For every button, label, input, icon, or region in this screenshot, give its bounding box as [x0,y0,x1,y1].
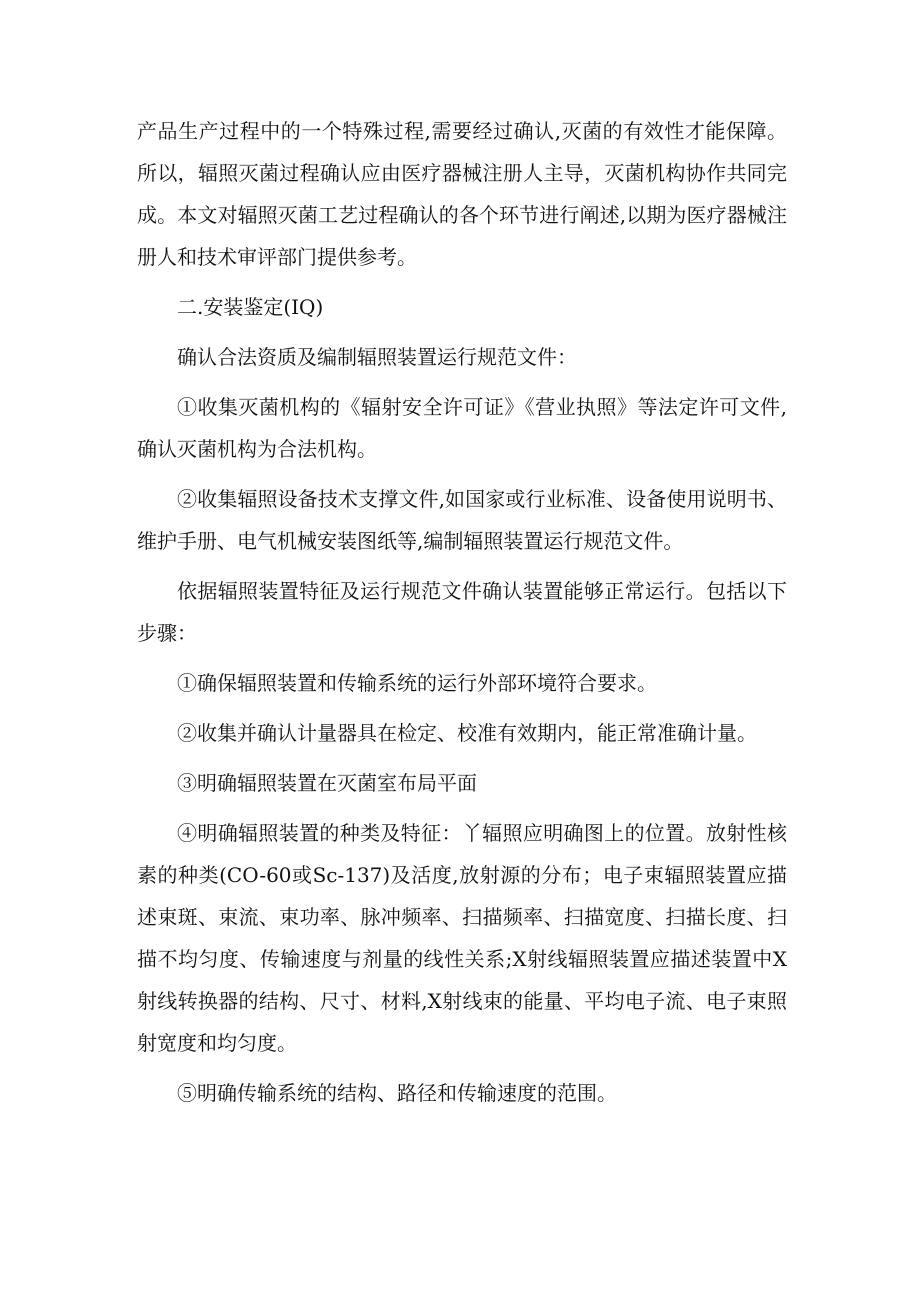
list-item-license: ①收集灭菌机构的《辐射安全许可证》《营业执照》等法定许可文件,确认灭菌机构为合法机构。 [137,395,787,461]
document-body [137,110,787,1122]
section-heading-iq: 二.安装鉴定(IQ) [177,295,324,319]
list-item-transport-system: ⑤明确传输系统的结构、路径和传输速度的范围。 [177,1081,617,1105]
list-item-metering: ②收集并确认计量器具在检定、校准有效期内，能正常准确计量。 [177,721,757,745]
list-item-environment: ①确保辐照装置和传输系统的运行外部环境符合要求。 [177,671,657,695]
list-item-layout: ③明确辐照装置在灭菌室布局平面 [177,771,477,795]
paragraph-qualification: 确认合法资质及编制辐照装置运行规范文件： [177,345,577,369]
paragraph-steps-intro: 依据辐照装置特征及运行规范文件确认装置能够正常运行。包括以下步骤： [137,579,787,645]
list-item-device-types: ④明确辐照装置的种类及特征：丫辐照应明确图上的位置。放射性核素的种类(CO-60或Sc-137)及活度,放射源的分布；电子束辐照装置应描述束斑、束流、束功率、脉冲频率、扫描频率、扫描宽度、扫描长度、扫描不均匀度、传输速度与剂量的线性关系;X射线辐照装置应描述装置中X射线转换器的结构、尺寸、材料,X射线束的能量、平均电子流、电子束照射宽度和均匀度。 [137,821,787,1055]
paragraph-intro: 产品生产过程中的一个特殊过程,需要经过确认,灭菌的有效性才能保障。所以，辐照灭菌过程确认应由医疗器械注册人主导，灭菌机构协作共同完成。本文对辐照灭菌工艺过程确认的各个环节进行阐述,以期为医疗器械注册人和技术审评部门提供参考。 [137,119,787,269]
list-item-technical-docs: ②收集辐照设备技术支撑文件,如国家或行业标准、设备使用说明书、维护手册、电气机械安装图纸等,编制辐照装置运行规范文件。 [137,487,787,553]
